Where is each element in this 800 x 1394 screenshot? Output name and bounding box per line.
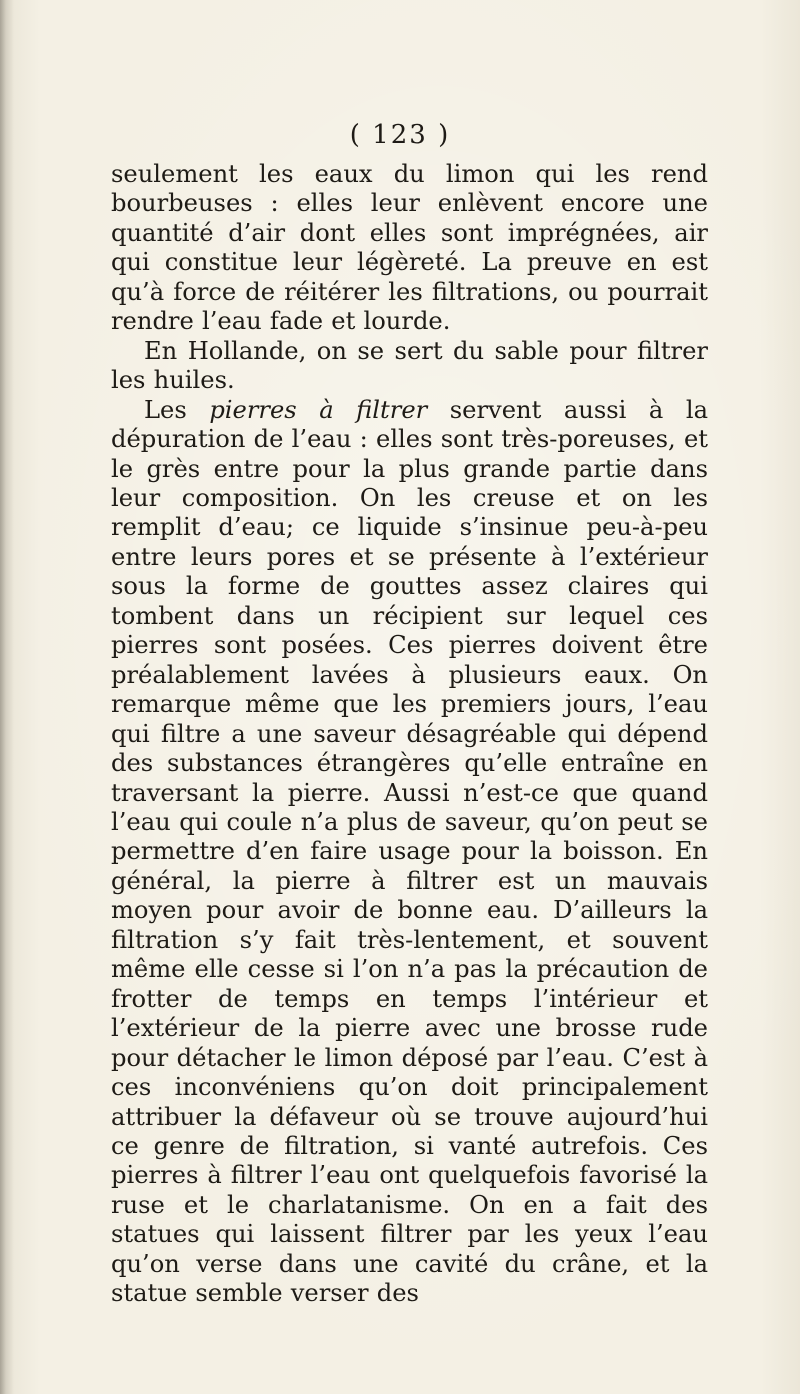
page-number: ( 123 )	[349, 120, 451, 150]
paragraph-filtration-effects: seulement les eaux du limon qui les rend bourbeuses : elles leur enlèvent encore une quantité d’air dont elles sont imprégnées, air qui constitue leur légèreté. La preuve en est qu’à force de réitérer les filtrations, ou pourrait rendre l’eau fade et lourde.	[111, 160, 708, 336]
binding-gutter-shadow	[0, 0, 14, 1394]
paragraph-filter-stones-text: servent aussi à la dépuration de l’eau : elles sont très-poreuses, et le grès entre pour la plus grande partie dans leur composition. On les creuse et on les remplit d’eau; ce liquide s’insinue peu-à-peu entre leurs pores et se présente à l’extérieur sous la forme de gouttes assez claires qui tombent dans un récipient sur lequel ces pierres sont posées. Ces pierres doivent être préalablement lavées à plusieurs eaux. On remarque même que les premiers jours, l’eau qui filtre a une saveur désagréable qui dépend des substances étrangères qu’elle entraîne en traversant la pierre. Aussi n’est-ce que quand l’eau qui coule n’a plus de saveur, qu’on peut se permettre d’en faire usage pour la boisson. En général, la pierre à filtrer est un mauvais moyen pour avoir de bonne eau. D’ailleurs la filtration s’y fait très-lentement, et souvent même elle cesse si l’on n’a pas la précaution de frotter de temps en temps l’intérieur et l’extérieur de la pierre avec une brosse rude pour détacher le limon déposé par l’eau. C’est à ces inconvéniens qu’on doit principalement attribuer la défaveur où se trouve aujourd’hui ce genre de filtration, si vanté autrefois. Ces pierres à filtrer l’eau ont quelquefois favorisé la ruse et le charlatanisme. On en a fait des statues qui laissent filtrer par les yeux l’eau qu’on verse dans une cavité du crâne, et la statue semble verser des	[111, 395, 708, 1308]
paragraph-holland-sand: En Hollande, on se sert du sable pour filtrer les huiles.	[111, 336, 708, 395]
paragraph-lead-word: Les	[144, 395, 187, 424]
body-text	[111, 160, 708, 1309]
italic-term-pierres-a-filtrer: pierres à filtrer	[209, 395, 428, 424]
paragraph-filter-stones	[111, 396, 708, 1309]
